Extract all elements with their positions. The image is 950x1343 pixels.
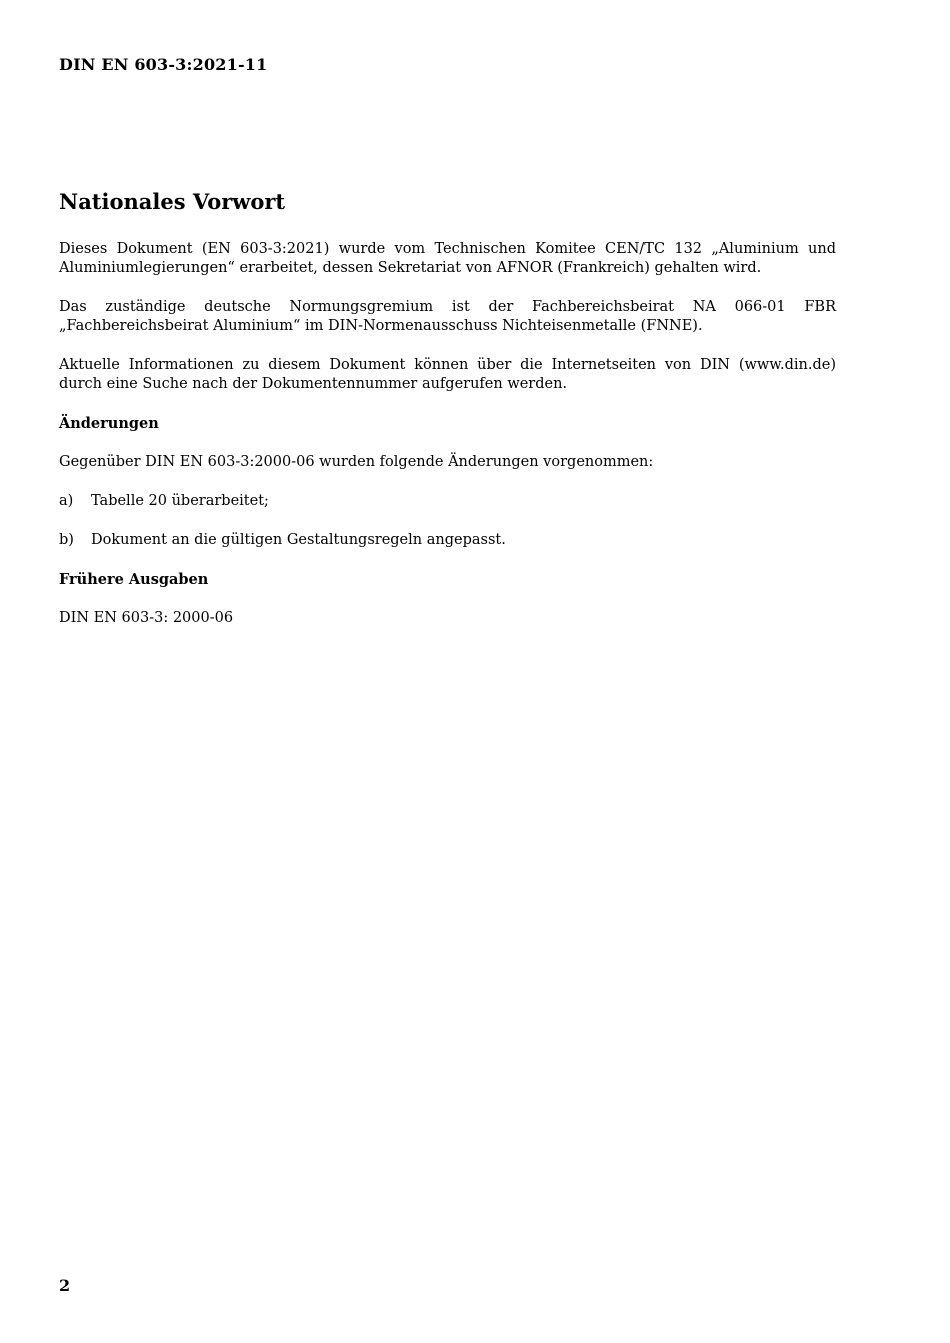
list-item-text: Dokument an die gültigen Gestaltungsregeln angepasst. <box>91 532 506 548</box>
previous-editions-text: DIN EN 603-3: 2000-06 <box>59 610 234 626</box>
list-item <box>59 492 836 511</box>
list-item <box>59 531 836 550</box>
document-id-header: DIN EN 603-3:2021-11 <box>59 55 268 74</box>
page-number: 2 <box>59 1276 71 1295</box>
list-marker: a) <box>59 493 74 509</box>
paragraph-information: Aktuelle Informationen zu diesem Dokument können über die Internetseiten von DIN (www.din.de) durch eine Suche nach der Dokumentennummer aufgerufen werden. <box>59 357 836 392</box>
main-content <box>59 186 836 648</box>
changes-list <box>59 492 836 550</box>
list-item-text: Tabelle 20 überarbeitet; <box>91 493 269 509</box>
paragraph-committee: Dieses Dokument (EN 603-3:2021) wurde vom Technischen Komitee CEN/TC 132 „Aluminium und Aluminiumlegierungen“ erarbeitet, dessen Sekretariat von AFNOR (Frankreich) gehalten wird. <box>59 241 836 276</box>
changes-intro: Gegenüber DIN EN 603-3:2000-06 wurden folgende Änderungen vorgenommen: <box>59 454 654 470</box>
section-title: Nationales Vorwort <box>59 189 286 214</box>
previous-editions-heading: Frühere Ausgaben <box>59 571 209 588</box>
paragraph-standards-body: Das zuständige deutsche Normungsgremium ist der Fachbereichsbeirat NA 066-01 FBR „Fachbereichsbeirat Aluminium“ im DIN-Normenausschuss Nichteisenmetalle (FNNE). <box>59 299 836 334</box>
list-marker: b) <box>59 532 74 548</box>
changes-heading: Änderungen <box>59 415 159 432</box>
